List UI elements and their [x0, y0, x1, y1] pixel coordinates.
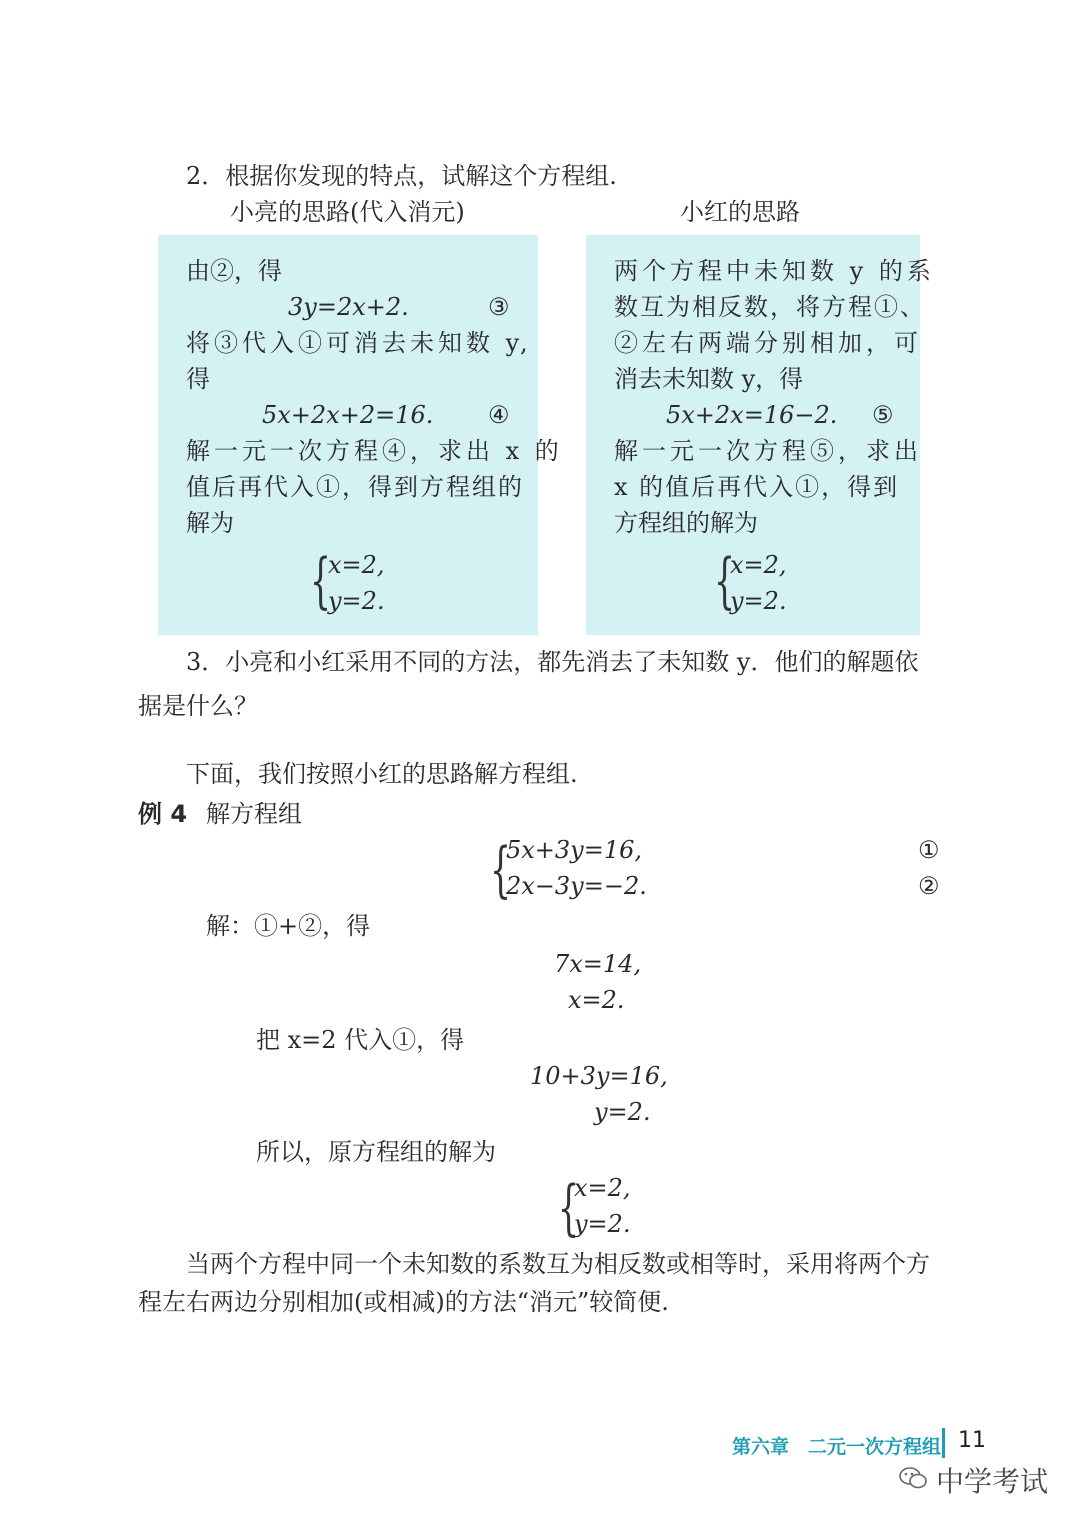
- box-text: 值后再代入①，得到方程组的: [186, 473, 524, 501]
- system-eq-2: 2x−3y=−2.: [506, 872, 647, 900]
- conclusion-intro: 所以，原方程组的解为: [256, 1138, 496, 1166]
- solution-step: x=2.: [568, 986, 625, 1014]
- box-text: 将③代入①可消去未知数 y,: [186, 329, 532, 357]
- box-text: 数互为相反数，将方程①、: [614, 293, 926, 321]
- brace: {: [714, 546, 736, 616]
- equation-3: 3y=2x+2.: [288, 293, 409, 321]
- solution-y: y=2.: [730, 587, 787, 615]
- brace: {: [490, 835, 512, 905]
- question-2: 2．根据你发现的特点，试解这个方程组.: [186, 162, 617, 190]
- solution-y: y=2.: [328, 587, 385, 615]
- system-eq-1: 5x+3y=16,: [506, 836, 643, 864]
- solution-x: x=2,: [730, 551, 787, 579]
- watermark-text: 中学考试: [936, 1465, 1049, 1498]
- box-text: 解一元一次方程⑤，求出: [614, 437, 922, 465]
- solution-intro: 解：①+②，得: [206, 912, 371, 940]
- equation-number: ②: [918, 872, 940, 900]
- box-text: 方程组的解为: [614, 509, 758, 537]
- example-title: 解方程组: [206, 800, 302, 828]
- question-3-line-2: 据是什么？: [138, 692, 258, 720]
- example-label: 例 4: [138, 800, 188, 828]
- chapter-title: 第六章 二元一次方程组: [732, 1436, 942, 1458]
- right-method-box: [586, 235, 935, 635]
- substitution-text: 把 x=2 代入①，得: [256, 1026, 465, 1054]
- box-text: 得: [186, 365, 210, 393]
- brace: {: [310, 546, 332, 616]
- box-text: 由②，得: [186, 257, 282, 285]
- conclusion-line-2: 程左右两边分别相加(或相减)的方法“消元”较简便.: [138, 1288, 669, 1316]
- box-text: 解一元一次方程④，求出 x 的: [186, 437, 563, 465]
- box-text: 两个方程中未知数 y 的系: [614, 257, 935, 285]
- left-method-title: 小亮的思路(代入消元): [230, 198, 465, 226]
- right-method-title: 小红的思路: [680, 198, 800, 226]
- equation-number: ③: [488, 293, 510, 321]
- final-solution-x: x=2,: [574, 1174, 631, 1202]
- final-solution-y: y=2.: [574, 1210, 631, 1238]
- solution-step: y=2.: [594, 1098, 651, 1126]
- solution-step: 7x=14,: [554, 950, 642, 978]
- box-text: 消去未知数 y，得: [614, 365, 804, 393]
- box-text: ②左右两端分别相加，可: [614, 329, 922, 357]
- wechat-icon: [898, 1466, 928, 1490]
- equation-5: 5x+2x=16−2.: [666, 401, 838, 429]
- question-3-line-1: 3．小亮和小红采用不同的方法，都先消去了未知数 y．他们的解题依: [186, 648, 919, 676]
- box-text: x 的值后再代入①，得到: [614, 473, 900, 501]
- equation-4: 5x+2x+2=16.: [262, 401, 434, 429]
- intro-text: 下面，我们按照小红的思路解方程组.: [186, 760, 578, 788]
- solution-x: x=2,: [328, 551, 385, 579]
- equation-number: ①: [918, 836, 940, 864]
- footer-divider: [942, 1428, 945, 1458]
- equation-number: ④: [488, 401, 510, 429]
- solution-step: 10+3y=16,: [530, 1062, 668, 1090]
- brace: {: [558, 1173, 580, 1243]
- page-number: 11: [958, 1428, 986, 1453]
- box-text: 解为: [186, 509, 234, 537]
- conclusion-line-1: 当两个方程中同一个未知数的系数互为相反数或相等时，采用将两个方: [186, 1250, 930, 1278]
- left-method-box: [158, 235, 563, 635]
- equation-number: ⑤: [872, 401, 894, 429]
